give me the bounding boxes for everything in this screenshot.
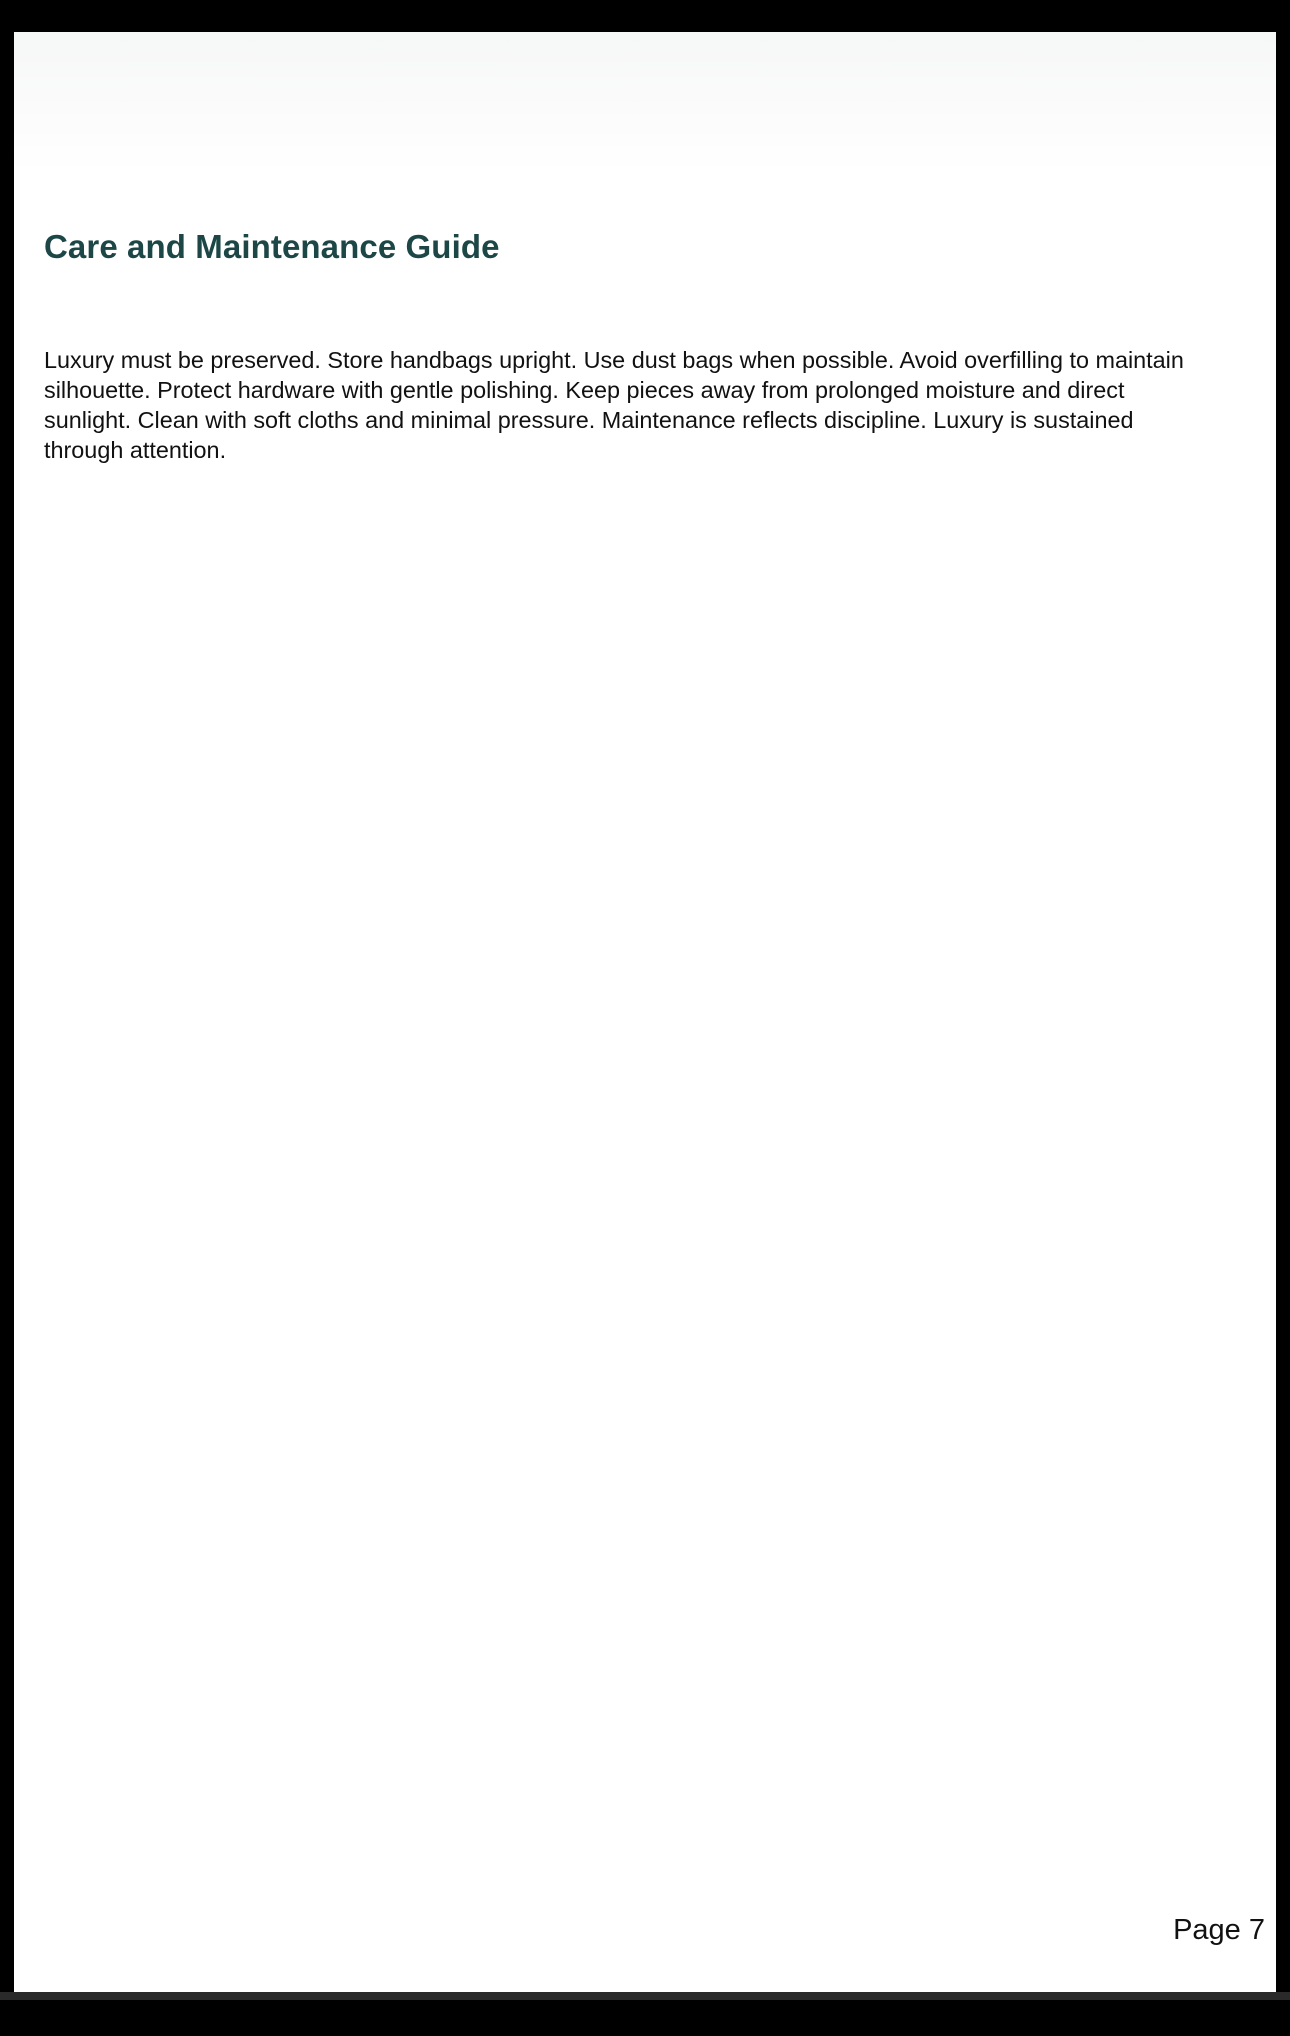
page-number: Page 7 (1173, 1914, 1265, 1946)
page-header-area (14, 32, 1276, 172)
page-title: Care and Maintenance Guide (44, 228, 500, 265)
viewer-bottom-edge (0, 1992, 1290, 2000)
body-paragraph: Luxury must be preserved. Store handbags upright. Use dust bags when possible. Avoid overfilling to maintain silhouette. Protect hardware with gentle polishing. Keep pieces away from prolonged moisture and direct sunlight. Clean with soft cloths and minimal pressure. Maintenance reflects discipline. Luxury is sustained through attention. (44, 347, 1184, 463)
document-page (14, 32, 1276, 1992)
